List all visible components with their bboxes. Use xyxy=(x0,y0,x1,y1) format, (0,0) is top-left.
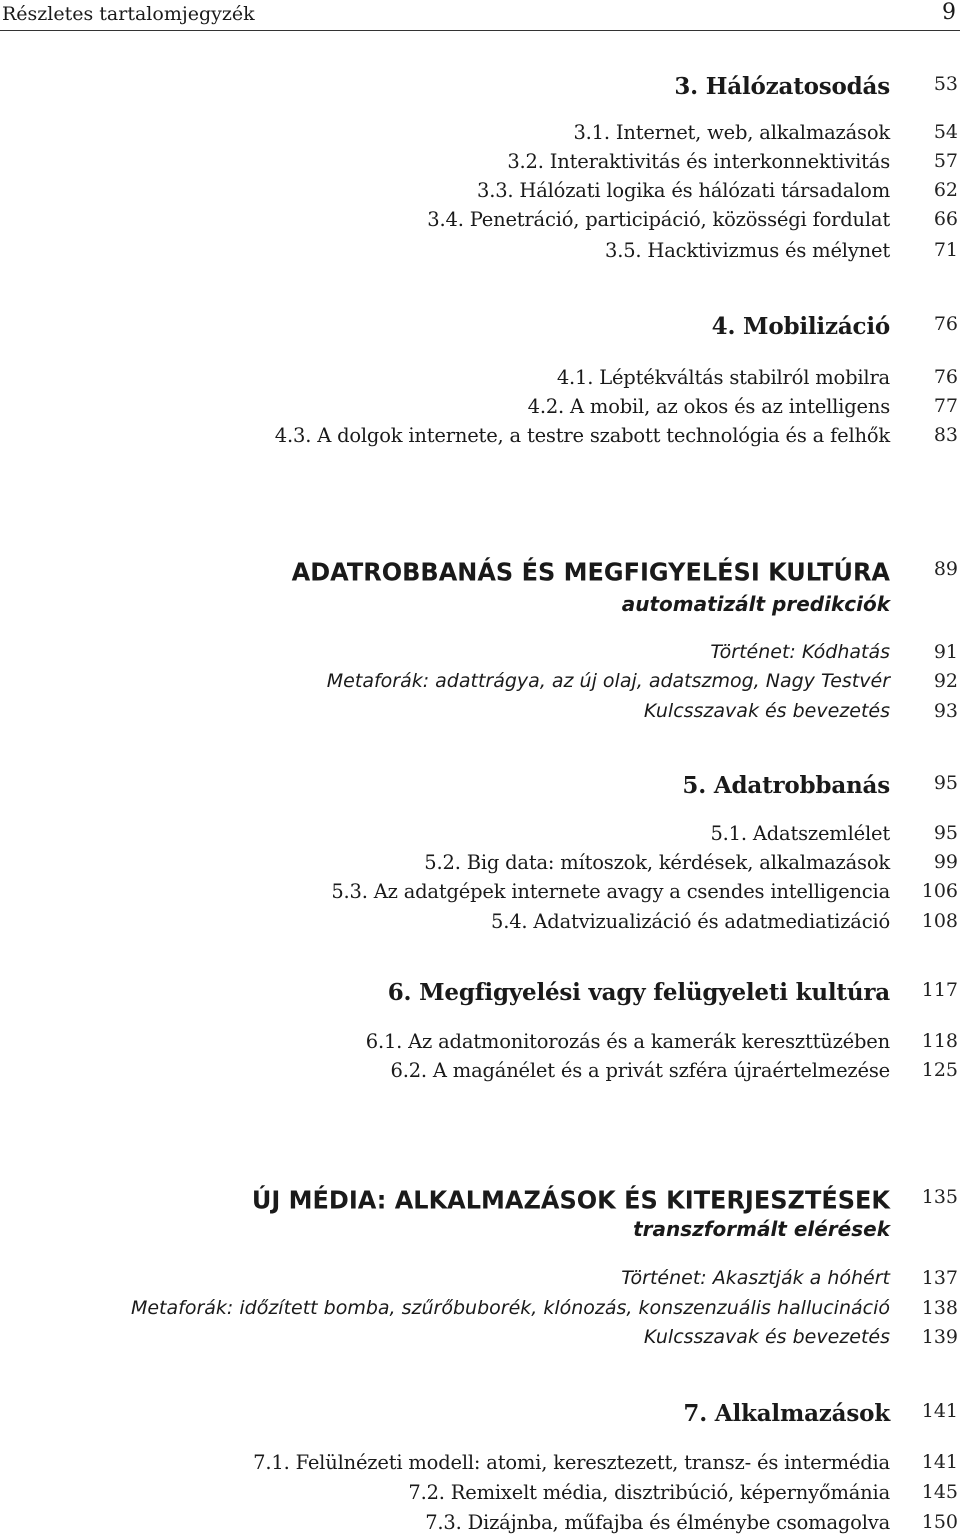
toc-entry-title: 3.3. Hálózati logika és hálózati társadalom xyxy=(477,179,890,202)
toc-entry-page: 118 xyxy=(921,1030,958,1052)
toc-entry-title: ADATROBBANÁS ÉS MEGFIGYELÉSI KULTÚRA xyxy=(291,557,890,587)
toc-entry-page: 135 xyxy=(921,1186,958,1208)
toc-entry-title: Kulcsszavak és bevezetés xyxy=(643,1326,890,1348)
toc-entry-title: Kulcsszavak és bevezetés xyxy=(643,700,890,722)
toc-entry-page: 54 xyxy=(933,121,958,143)
toc-entry-title: 5. Adatrobbanás xyxy=(682,772,890,799)
toc-entry-page: 117 xyxy=(921,979,958,1001)
toc-entry-page: 99 xyxy=(933,851,958,873)
toc-entry-page: 91 xyxy=(933,641,958,663)
toc-entry-page: 141 xyxy=(921,1451,958,1473)
toc-entry-page: 92 xyxy=(933,670,958,692)
page-number: 9 xyxy=(942,0,956,25)
toc-entry-title: 4.3. A dolgok internete, a testre szabott technológia és a felhők xyxy=(274,424,890,447)
toc-entry-title: 3.4. Penetráció, participáció, közösségi fordulat xyxy=(427,208,890,231)
toc-entry-page: 138 xyxy=(921,1297,958,1319)
toc-entry-page: 57 xyxy=(933,150,958,172)
toc-entry-page: 106 xyxy=(921,880,958,902)
toc-entry-page: 66 xyxy=(933,208,958,230)
toc-entry-title: 3.1. Internet, web, alkalmazások xyxy=(573,121,890,144)
toc-entry-title: Metaforák: adattrágya, az új olaj, adatszmog, Nagy Testvér xyxy=(326,670,890,692)
toc-entry-page: 77 xyxy=(933,395,958,417)
toc-entry-title: 4. Mobilizáció xyxy=(711,313,890,340)
toc-entry-title: Történet: Kódhatás xyxy=(710,641,890,663)
toc-entry-page: 141 xyxy=(921,1400,958,1422)
toc-entry-page: 76 xyxy=(933,366,958,388)
toc-entry-page: 93 xyxy=(933,700,958,722)
toc-entry-title: automatizált predikciók xyxy=(621,592,890,616)
toc-entry-title: 6. Megfigyelési vagy felügyeleti kultúra xyxy=(387,979,890,1006)
toc-entry-page: 125 xyxy=(921,1059,958,1081)
toc-entry-title: 5.2. Big data: mítoszok, kérdések, alkalmazások xyxy=(424,851,890,874)
toc-entry-page: 83 xyxy=(933,424,958,446)
toc-entry-title: 3.2. Interaktivitás és interkonnektivitás xyxy=(507,150,890,173)
toc-entry-page: 95 xyxy=(933,822,958,844)
toc-entry-title: ÚJ MÉDIA: ALKALMAZÁSOK ÉS KITERJESZTÉSEK xyxy=(251,1185,890,1215)
toc-entry-page: 76 xyxy=(933,313,958,335)
toc-entry-title: 5.4. Adatvizualizáció és adatmediatizáció xyxy=(491,910,890,933)
toc-entry-page: 71 xyxy=(933,239,958,261)
running-header xyxy=(0,0,960,31)
toc-entry-title: 6.2. A magánélet és a privát szféra újraértelmezése xyxy=(390,1059,890,1082)
toc-entry-title: 5.3. Az adatgépek internete avagy a csendes intelligencia xyxy=(331,880,890,903)
toc-entry-page: 139 xyxy=(921,1326,958,1348)
toc-entry-page: 137 xyxy=(921,1267,958,1289)
running-header-title: Részletes tartalomjegyzék xyxy=(2,3,255,25)
toc-entry-page: 53 xyxy=(933,73,958,95)
toc-entry-page: 62 xyxy=(933,179,958,201)
toc-entry-title: 7. Alkalmazások xyxy=(683,1400,890,1427)
toc-entry-title: 6.1. Az adatmonitorozás és a kamerák kereszttüzében xyxy=(365,1030,890,1053)
toc-entry-page: 145 xyxy=(921,1481,958,1503)
toc-entry-title: 3. Hálózatosodás xyxy=(674,73,890,100)
toc-entry-title: transzformált elérések xyxy=(633,1217,890,1241)
toc-entry-title: 5.1. Adatszemlélet xyxy=(710,822,890,845)
toc-entry-title: Metaforák: időzített bomba, szűrőbuborék, klónozás, konszenzuális hallucináció xyxy=(130,1297,890,1319)
toc-entry-title: 4.1. Léptékváltás stabilról mobilra xyxy=(556,366,890,389)
toc-entry-title: Történet: Akasztják a hóhért xyxy=(621,1267,890,1289)
toc-entry-title: 7.3. Dizájnba, műfajba és élménybe csomagolva xyxy=(425,1511,890,1534)
toc-entry-page: 89 xyxy=(933,558,958,580)
toc-entry-page: 95 xyxy=(933,772,958,794)
toc-entry-title: 3.5. Hacktivizmus és mélynet xyxy=(605,239,890,262)
toc-entry-title: 4.2. A mobil, az okos és az intelligens xyxy=(527,395,890,418)
toc-entry-page: 150 xyxy=(921,1511,958,1533)
toc-entry-page: 108 xyxy=(921,910,958,932)
toc-entry-title: 7.2. Remixelt média, disztribúció, képernyőmánia xyxy=(408,1481,890,1504)
toc-entry-title: 7.1. Felülnézeti modell: atomi, keresztezett, transz- és intermédia xyxy=(253,1451,890,1474)
